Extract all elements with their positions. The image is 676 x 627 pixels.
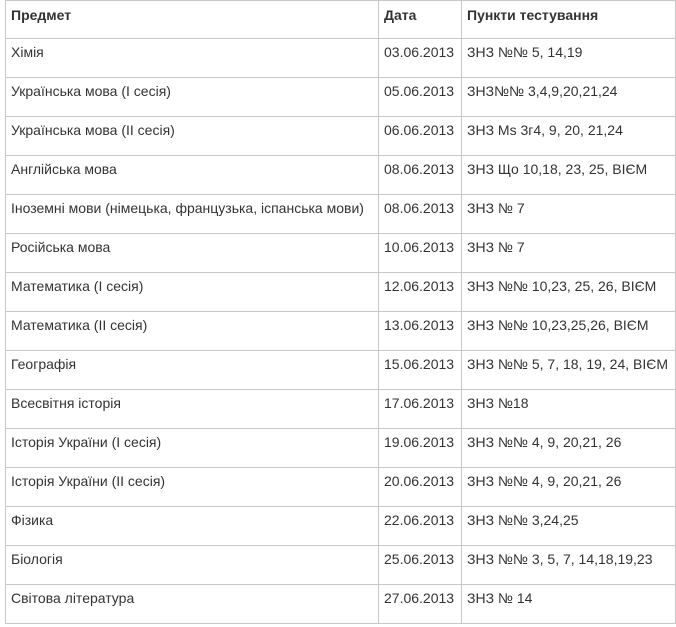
cell-subject: Всесвітня історія [6, 390, 379, 429]
table-row [6, 156, 676, 195]
cell-date: 05.06.2013 [379, 78, 462, 117]
table-row [6, 273, 676, 312]
table-row [6, 78, 676, 117]
table-row [6, 390, 676, 429]
header-date: Дата [379, 1, 462, 39]
cell-date: 03.06.2013 [379, 39, 462, 78]
cell-subject: Світова література [6, 585, 379, 624]
cell-date: 10.06.2013 [379, 234, 462, 273]
table-header [6, 1, 676, 39]
cell-subject: Фізика [6, 507, 379, 546]
cell-subject: Хімія [6, 39, 379, 78]
cell-centers: ЗНЗ Ms 3г4, 9, 20, 21,24 [462, 117, 676, 156]
table-row [6, 312, 676, 351]
cell-date: 22.06.2013 [379, 507, 462, 546]
cell-subject: Українська мова (ІІ сесія) [6, 117, 379, 156]
table-row [6, 39, 676, 78]
cell-subject: Географія [6, 351, 379, 390]
cell-date: 20.06.2013 [379, 468, 462, 507]
header-subject: Предмет [6, 1, 379, 39]
header-centers: Пункти тестування [462, 1, 676, 39]
cell-subject: Англійська мова [6, 156, 379, 195]
cell-date: 25.06.2013 [379, 546, 462, 585]
cell-centers: ЗНЗ №№ 3, 5, 7, 14,18,19,23 [462, 546, 676, 585]
cell-date: 08.06.2013 [379, 195, 462, 234]
header-row [6, 1, 676, 39]
exam-schedule-table [5, 0, 676, 624]
cell-subject: Російська мова [6, 234, 379, 273]
cell-subject: Математика (ІІ сесія) [6, 312, 379, 351]
table-row [6, 195, 676, 234]
cell-subject: Іноземні мови (німецька, французька, іспанська мови) [6, 195, 379, 234]
cell-date: 06.06.2013 [379, 117, 462, 156]
cell-subject: Біологія [6, 546, 379, 585]
cell-date: 19.06.2013 [379, 429, 462, 468]
cell-centers: ЗНЗ №№ 10,23, 25, 26, ВІЄМ [462, 273, 676, 312]
cell-date: 15.06.2013 [379, 351, 462, 390]
cell-centers: ЗНЗ№№ 3,4,9,20,21,24 [462, 78, 676, 117]
cell-date: 08.06.2013 [379, 156, 462, 195]
cell-subject: Історія України (ІІ сесія) [6, 468, 379, 507]
table-row [6, 546, 676, 585]
cell-centers: ЗНЗ №№ 4, 9, 20,21, 26 [462, 429, 676, 468]
cell-subject: Українська мова (І сесія) [6, 78, 379, 117]
cell-centers: ЗНЗ №№ 5, 7, 18, 19, 24, ВІЄМ [462, 351, 676, 390]
table-row [6, 468, 676, 507]
cell-centers: ЗНЗ №№ 4, 9, 20,21, 26 [462, 468, 676, 507]
cell-centers: ЗНЗ № 7 [462, 195, 676, 234]
cell-date: 13.06.2013 [379, 312, 462, 351]
cell-centers: ЗНЗ № 7 [462, 234, 676, 273]
table-row [6, 234, 676, 273]
table-row [6, 507, 676, 546]
cell-centers: ЗНЗ №18 [462, 390, 676, 429]
table-row [6, 351, 676, 390]
table-row [6, 429, 676, 468]
cell-subject: Математика (І сесія) [6, 273, 379, 312]
cell-centers: ЗНЗ №№ 5, 14,19 [462, 39, 676, 78]
cell-centers: ЗНЗ №№ 10,23,25,26, ВІЄМ [462, 312, 676, 351]
cell-date: 27.06.2013 [379, 585, 462, 624]
cell-date: 12.06.2013 [379, 273, 462, 312]
table-row [6, 585, 676, 624]
cell-centers: ЗНЗ №№ 3,24,25 [462, 507, 676, 546]
table-body [6, 39, 676, 624]
cell-date: 17.06.2013 [379, 390, 462, 429]
table-row [6, 117, 676, 156]
cell-centers: ЗНЗ № 14 [462, 585, 676, 624]
cell-subject: Історія України (І сесія) [6, 429, 379, 468]
cell-centers: ЗНЗ Що 10,18, 23, 25, ВІЄМ [462, 156, 676, 195]
